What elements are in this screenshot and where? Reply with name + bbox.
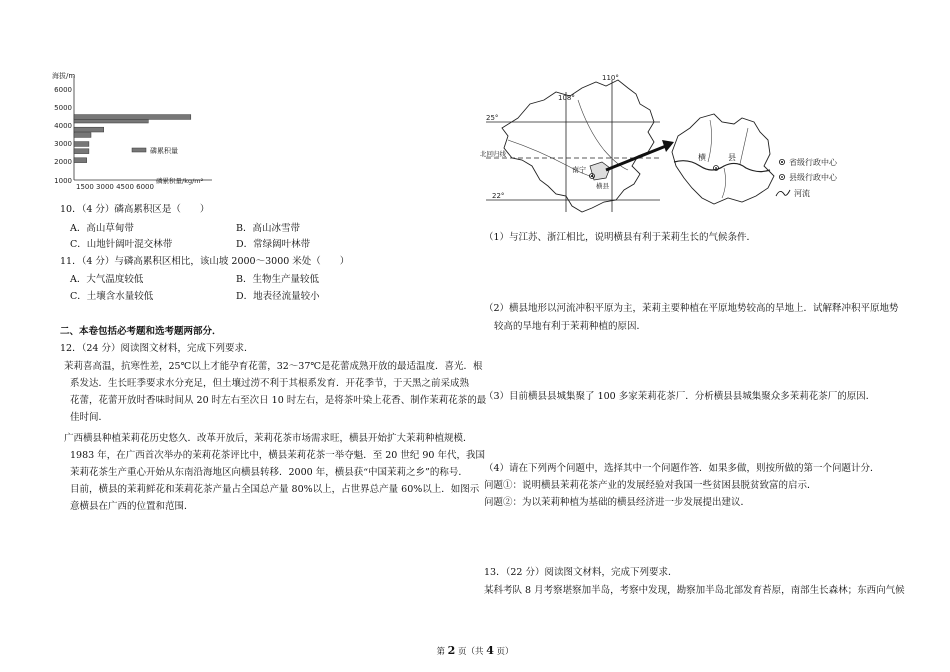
q11-option-b[interactable]: B．生物生产量较低 <box>236 274 319 285</box>
legend-river-label: 河流 <box>794 189 810 198</box>
hengxian-tributary-3 <box>722 168 726 198</box>
phosphorus-bar-4 <box>74 127 104 132</box>
xian-label: 县 <box>728 153 736 162</box>
footer-suffix: 页） <box>493 647 514 657</box>
legend-swatch <box>132 148 146 152</box>
y-tick-1000: 1000 <box>54 177 72 185</box>
page-footer <box>0 644 950 659</box>
q12-para2-line1: 广西横县种植茉莉花历史悠久．改革开放后，茉莉花茶市场需求旺，横县开始扩大茉莉种植规模． <box>64 433 473 444</box>
question-11: 11．（4 分）与磷高累积区相比，该山坡 2000～3000 米处（ ） <box>60 256 350 267</box>
x-tick-labels: 1500 3000 4500 6000 <box>76 183 154 191</box>
lon-108-label: 108° <box>558 94 575 102</box>
phosphorus-bar-2 <box>74 142 89 147</box>
lat-25-label: 25° <box>486 114 499 122</box>
lon-110-label: 110° <box>602 74 619 82</box>
q11-option-c[interactable]: C．土壤含水量较低 <box>70 291 154 302</box>
legend-river-icon <box>776 190 790 196</box>
q11-option-a[interactable]: A．大气温度较低 <box>70 274 144 285</box>
right-q4-problem1: 问题①：说明横县茉莉花茶产业的发展经验对我国一些贫困县脱贫致富的启示． <box>484 480 817 491</box>
phosphorus-bar-0 <box>74 158 87 163</box>
right-q2-line1: （2）横县地形以河流冲积平原为主，茉莉主要种植在平原地势较高的旱地上．试解释冲积平原地势 <box>484 303 899 314</box>
question-13: 13．（22 分）阅读图文材料，完成下列要求． <box>484 567 678 578</box>
q12-para1-line4: 佳时间． <box>70 412 109 423</box>
section-heading: 二、本卷包括必考题和选考题两部分． <box>60 326 222 337</box>
lat-22-label: 22° <box>492 192 505 200</box>
nanning-marker-dot <box>591 175 593 177</box>
legend-label: 磷累积量 <box>150 147 178 155</box>
right-q3: （3）目前横县县城集聚了 100 多家茉莉花茶厂．分析横县县城集聚众多茉莉花茶厂的原因． <box>484 391 876 402</box>
q12-para2-line5: 意横县在广西的位置和范围． <box>70 501 194 512</box>
footer-mid: 页（共 <box>455 647 487 657</box>
y-tick-labels <box>54 86 72 185</box>
hengxian-tributary-2 <box>740 128 748 164</box>
right-q4-problem2: 问题②：为以茉莉种植为基础的横县经济进一步发展提出建议． <box>484 497 751 508</box>
chart-bars <box>74 115 191 163</box>
chart-ylabel: 海拔/m <box>52 72 76 80</box>
right-q1: （1）与江苏、浙江相比，说明横县有利于茉莉生长的气候条件． <box>484 232 757 243</box>
q12-para2-line4: 目前，横县的茉莉鲜花和茉莉花茶产量占全国总产量 80%以上，占世界总产量 60%以上．如图示 <box>70 484 480 495</box>
hengxian-large-outline <box>672 114 774 204</box>
legend-county-icon-dot <box>781 176 783 178</box>
tropic-label: 北回归线 <box>480 150 506 158</box>
phosphorus-bar-6 <box>74 115 191 120</box>
right-q4: （4）请在下列两个问题中，选择其中一个问题作答．如果多做，则按所做的第一个问题计分． <box>484 463 880 474</box>
chart-xlabel: 磷累积量/kg/m² <box>156 177 204 185</box>
hengxian-small-label: 横县 <box>596 182 609 190</box>
hengxian-river <box>674 161 770 172</box>
guangxi-hengxian-map <box>478 70 878 220</box>
right-q2-line2: 较高的旱地有利于茉莉种植的原因． <box>494 321 647 332</box>
y-tick-3000: 3000 <box>54 140 72 148</box>
legend-county-label: 县级行政中心 <box>789 173 837 182</box>
question-12: 12．（24 分）阅读图文材料，完成下列要求． <box>60 343 254 354</box>
elevation-phosphorus-chart <box>40 62 230 192</box>
q12-para2-line2: 1983 年，在广西首次举办的茉莉花茶评比中，横县茉莉花茶一举夺魁．至 20 世纪 90 年代，我国 <box>70 450 485 461</box>
footer-prefix: 第 <box>436 647 448 657</box>
q10-option-a[interactable]: A．高山草甸带 <box>70 223 134 234</box>
footer-page-total: 4 <box>486 644 494 657</box>
q10-option-c[interactable]: C．山地针阔叶混交林带 <box>70 239 173 250</box>
nanning-label: 南宁 <box>572 166 586 174</box>
q10-option-b[interactable]: B．高山冰雪带 <box>236 223 300 234</box>
y-tick-2000: 2000 <box>54 158 72 166</box>
q12-para1-line3: 花蕾，花蕾开放时香味时间从 20 时左右至次日 10 时左右，是将茶叶染上花香、制作茉莉花茶的最 <box>70 395 487 406</box>
y-tick-5000: 5000 <box>54 104 72 112</box>
legend-prov-label: 省级行政中心 <box>789 158 837 167</box>
q12-para2-line3: 茉莉花茶生产重心开始从东南沿海地区向横县转移．2000 年，横县获“中国茉莉之乡”的称号． <box>70 467 468 478</box>
hengxian-tributary <box>708 120 712 162</box>
y-tick-6000: 6000 <box>54 86 72 94</box>
map-legend <box>776 157 838 198</box>
q12-para1-line1: 茉莉喜高温，抗寒性差，25℃以上才能孕育花蕾，32～37℃是花蕾成熟开放的最适温度．喜光．根 <box>64 361 483 372</box>
footer-page-number: 2 <box>447 644 456 657</box>
question-10: 10．（4 分）磷高累积区是（ ） <box>60 204 210 215</box>
heng-label: 横 <box>698 153 706 162</box>
q12-para1-line2: 系发达．生长旺季要求水分充足，但土壤过涝不利于其根系发育．开花季节，于天黑之前采成熟 <box>70 378 470 389</box>
phosphorus-bar-3 <box>74 133 91 138</box>
question-13-para: 某科考队 8 月考察堪察加半岛，考察中发现，勘察加半岛北部发育苔原，南部生长森林；东西向气候 <box>484 585 905 596</box>
legend-prov-icon-dot <box>781 161 783 163</box>
river-north <box>578 100 628 170</box>
phosphorus-bar-1 <box>74 149 89 154</box>
q11-option-d[interactable]: D．地表径流量较小 <box>236 291 320 302</box>
county-seat-marker-dot <box>715 167 717 169</box>
y-tick-4000: 4000 <box>54 122 72 130</box>
q10-option-d[interactable]: D．常绿阔叶林带 <box>236 239 311 250</box>
